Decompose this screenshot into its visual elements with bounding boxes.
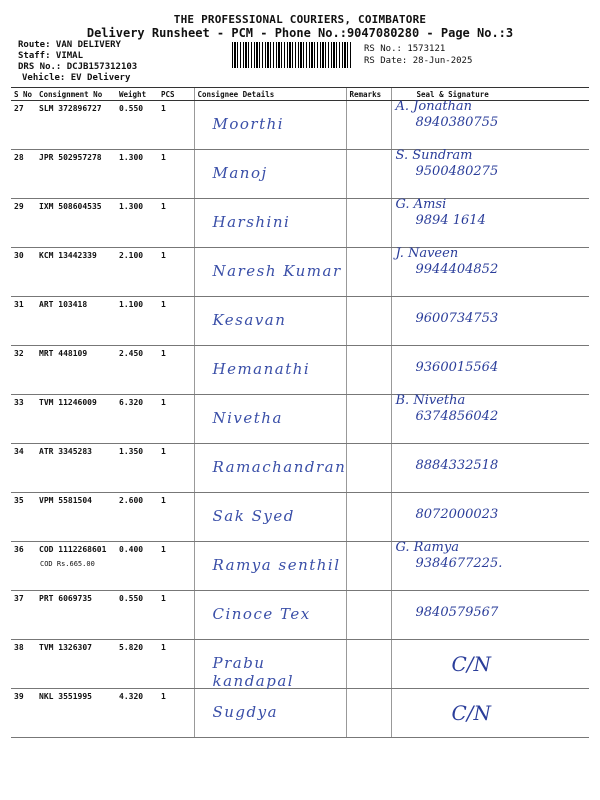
cell-sno: 35 bbox=[11, 493, 36, 542]
cell-consignee bbox=[194, 542, 346, 591]
signature-phone-handwritten: 8940380755 bbox=[415, 115, 499, 130]
signature-handwritten: G. Amsi bbox=[395, 197, 447, 212]
cell-pcs: 1 bbox=[158, 346, 194, 395]
col-consignment: Consignment No bbox=[36, 88, 116, 101]
drs-label: DRS No.: DCJB157312103 bbox=[18, 62, 138, 72]
cell-consignee bbox=[194, 101, 346, 150]
cell-consignee bbox=[194, 297, 346, 346]
signature-handwritten: C/N bbox=[451, 701, 492, 725]
signature-handwritten: C/N bbox=[451, 652, 492, 676]
cell-consignee bbox=[194, 199, 346, 248]
cell-remarks bbox=[346, 346, 391, 395]
cell-pcs: 1 bbox=[158, 591, 194, 640]
cell-consignee bbox=[194, 493, 346, 542]
cell-pcs: 1 bbox=[158, 395, 194, 444]
consignee-name-handwritten: Sugdya bbox=[212, 703, 279, 721]
route-label: Route: VAN DELIVERY bbox=[18, 40, 121, 50]
cell-consignee bbox=[194, 591, 346, 640]
runsheet-table bbox=[11, 87, 589, 738]
signature-phone-handwritten: 9840579567 bbox=[415, 605, 499, 620]
signature-phone-handwritten: 8884332518 bbox=[415, 458, 499, 473]
cell-sno: 32 bbox=[11, 346, 36, 395]
cell-consignment: TVM 1326307 bbox=[36, 640, 116, 689]
cell-pcs: 1 bbox=[158, 542, 194, 591]
signature-handwritten: J. Naveen bbox=[395, 246, 459, 261]
table-row bbox=[11, 542, 589, 591]
signature-phone-handwritten: 9360015564 bbox=[415, 360, 499, 375]
cell-seal bbox=[391, 395, 589, 444]
cell-consignee bbox=[194, 444, 346, 493]
cell-consignee bbox=[194, 395, 346, 444]
signature-handwritten: B. Nivetha bbox=[395, 393, 466, 408]
signature-phone-handwritten: 8072000023 bbox=[415, 507, 499, 522]
consignee-name-handwritten: Ramachandran bbox=[212, 458, 347, 476]
cell-remarks bbox=[346, 199, 391, 248]
cell-remarks bbox=[346, 101, 391, 150]
cell-seal bbox=[391, 150, 589, 199]
table-row bbox=[11, 444, 589, 493]
cell-pcs: 1 bbox=[158, 640, 194, 689]
consignee-name-handwritten: Harshini bbox=[212, 213, 291, 231]
col-seal: Seal & Signature bbox=[391, 88, 589, 101]
consignee-name-handwritten: Cinoce Tex bbox=[212, 605, 311, 623]
cell-consignment: ART 103418 bbox=[36, 297, 116, 346]
signature-phone-handwritten: 6374856042 bbox=[415, 409, 499, 424]
table-row bbox=[11, 150, 589, 199]
consignee-name-handwritten: Hemanathi bbox=[212, 360, 311, 378]
table-row bbox=[11, 689, 589, 738]
cell-remarks bbox=[346, 591, 391, 640]
cell-weight: 1.350 bbox=[116, 444, 158, 493]
table-row bbox=[11, 640, 589, 689]
cell-sno: 29 bbox=[11, 199, 36, 248]
cell-consignment: TVM 11246009 bbox=[36, 395, 116, 444]
signature-phone-handwritten: 9500480275 bbox=[415, 164, 499, 179]
cell-seal bbox=[391, 101, 589, 150]
cell-pcs: 1 bbox=[158, 689, 194, 738]
signature-handwritten: S. Sundram bbox=[395, 148, 473, 163]
rs-number: RS No.: 1573121 bbox=[364, 44, 446, 54]
company-title: THE PROFESSIONAL COURIERS, COIMBATORE bbox=[173, 13, 427, 26]
cell-sno: 31 bbox=[11, 297, 36, 346]
consignee-name-handwritten: Moorthi bbox=[212, 115, 285, 133]
cell-seal bbox=[391, 346, 589, 395]
cell-remarks bbox=[346, 689, 391, 738]
signature-phone-handwritten: 9600734753 bbox=[415, 311, 499, 326]
vehicle-label: Vehicle: EV Delivery bbox=[22, 73, 131, 83]
table-row bbox=[11, 199, 589, 248]
cell-remarks bbox=[346, 640, 391, 689]
runsheet-subtitle: Delivery Runsheet - PCM - Phone No.:9047080280 - Page No.:3 bbox=[86, 26, 514, 40]
cell-sno: 28 bbox=[11, 150, 36, 199]
cell-weight: 6.320 bbox=[116, 395, 158, 444]
cell-pcs: 1 bbox=[158, 493, 194, 542]
cell-consignee bbox=[194, 689, 346, 738]
cell-remarks bbox=[346, 248, 391, 297]
cell-seal bbox=[391, 689, 589, 738]
table-row bbox=[11, 346, 589, 395]
cell-weight: 1.300 bbox=[116, 199, 158, 248]
col-remarks: Remarks bbox=[346, 88, 391, 101]
staff-label: Staff: VIMAL bbox=[18, 51, 84, 61]
consignee-name-handwritten: Sak Syed bbox=[212, 507, 295, 525]
table-header-row bbox=[11, 88, 589, 101]
cell-consignee bbox=[194, 640, 346, 689]
cell-seal bbox=[391, 640, 589, 689]
cell-seal bbox=[391, 199, 589, 248]
cell-pcs: 1 bbox=[158, 101, 194, 150]
cod-amount: COD Rs.665.00 bbox=[40, 560, 95, 568]
cell-seal bbox=[391, 248, 589, 297]
cell-consignment: NKL 3551995 bbox=[36, 689, 116, 738]
table-row bbox=[11, 493, 589, 542]
rs-date: RS Date: 28-Jun-2025 bbox=[364, 56, 473, 66]
cell-weight: 4.320 bbox=[116, 689, 158, 738]
cell-remarks bbox=[346, 150, 391, 199]
cell-remarks bbox=[346, 493, 391, 542]
signature-phone-handwritten: 9944404852 bbox=[415, 262, 499, 277]
cell-consignee bbox=[194, 150, 346, 199]
col-sno: S No bbox=[11, 88, 36, 101]
table-row bbox=[11, 591, 589, 640]
col-weight: Weight bbox=[116, 88, 158, 101]
consignee-name-handwritten: Kesavan bbox=[212, 311, 287, 329]
cell-sno: 36 bbox=[11, 542, 36, 591]
cell-consignee bbox=[194, 346, 346, 395]
cell-seal bbox=[391, 542, 589, 591]
barcode-image bbox=[232, 42, 352, 68]
cell-pcs: 1 bbox=[158, 297, 194, 346]
cell-pcs: 1 bbox=[158, 444, 194, 493]
cell-weight: 1.100 bbox=[116, 297, 158, 346]
signature-phone-handwritten: 9384677225. bbox=[415, 556, 503, 571]
cell-seal bbox=[391, 591, 589, 640]
cell-pcs: 1 bbox=[158, 150, 194, 199]
cell-consignment: PRT 6069735 bbox=[36, 591, 116, 640]
cell-pcs: 1 bbox=[158, 248, 194, 297]
cell-seal bbox=[391, 493, 589, 542]
cell-remarks bbox=[346, 444, 391, 493]
cell-weight: 2.450 bbox=[116, 346, 158, 395]
cell-sno: 27 bbox=[11, 101, 36, 150]
consignee-name-handwritten: Nivetha bbox=[212, 409, 283, 427]
signature-handwritten: A. Jonathan bbox=[395, 99, 473, 114]
cell-weight: 0.550 bbox=[116, 591, 158, 640]
cell-weight: 0.550 bbox=[116, 101, 158, 150]
cell-consignment: KCM 13442339 bbox=[36, 248, 116, 297]
cell-weight: 2.600 bbox=[116, 493, 158, 542]
cell-seal bbox=[391, 444, 589, 493]
cell-remarks bbox=[346, 395, 391, 444]
table-row bbox=[11, 297, 589, 346]
cell-sno: 33 bbox=[11, 395, 36, 444]
cell-sno: 38 bbox=[11, 640, 36, 689]
cell-consignment: JPR 502957278 bbox=[36, 150, 116, 199]
cell-consignment: COD 1112268601 COD Rs.665.00 bbox=[36, 542, 116, 591]
table-row bbox=[11, 101, 589, 150]
consignee-name-handwritten: Manoj bbox=[212, 164, 268, 182]
cell-consignment: ATR 3345283 bbox=[36, 444, 116, 493]
cell-consignment: SLM 372896727 bbox=[36, 101, 116, 150]
consignee-name-handwritten: Naresh Kumar bbox=[212, 262, 342, 280]
signature-handwritten: G. Ramya bbox=[395, 540, 459, 555]
cell-consignee bbox=[194, 248, 346, 297]
table-row bbox=[11, 248, 589, 297]
signature-phone-handwritten: 9894 1614 bbox=[415, 213, 486, 228]
cell-sno: 39 bbox=[11, 689, 36, 738]
consignee-name-handwritten: Prabu kandapal bbox=[212, 654, 295, 690]
cell-consignment: MRT 448109 bbox=[36, 346, 116, 395]
cell-weight: 5.820 bbox=[116, 640, 158, 689]
cell-sno: 34 bbox=[11, 444, 36, 493]
cell-sno: 30 bbox=[11, 248, 36, 297]
cell-pcs: 1 bbox=[158, 199, 194, 248]
cell-sno: 37 bbox=[11, 591, 36, 640]
cell-weight: 2.100 bbox=[116, 248, 158, 297]
cell-seal bbox=[391, 297, 589, 346]
cell-consignment: VPM 5581504 bbox=[36, 493, 116, 542]
cell-remarks bbox=[346, 297, 391, 346]
cell-remarks bbox=[346, 542, 391, 591]
col-consignee: Consignee Details bbox=[194, 88, 346, 101]
table-row bbox=[11, 395, 589, 444]
col-pcs: PCS bbox=[158, 88, 194, 101]
consignee-name-handwritten: Ramya senthil bbox=[212, 556, 341, 574]
cell-weight: 0.400 bbox=[116, 542, 158, 591]
cell-weight: 1.300 bbox=[116, 150, 158, 199]
cell-consignment: IXM 508604535 bbox=[36, 199, 116, 248]
